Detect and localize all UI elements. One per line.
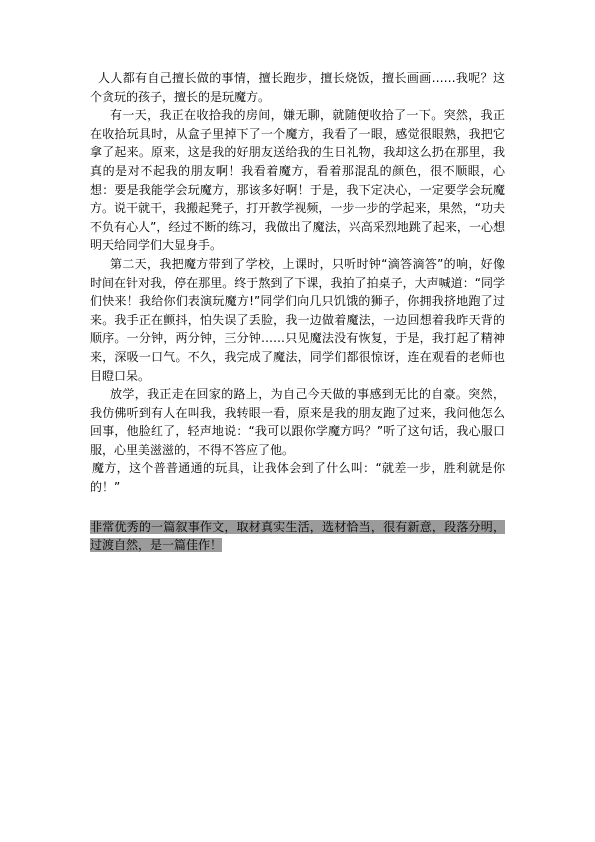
essay-paragraph-4: 放学，我正走在回家的路上，为自己今天做的事感到无比的自豪。突然，我仿佛听到有人在叫我，我转眼一看，原来是我的朋友跑了过来，我问他怎么回事，他脸红了，轻声地说：“我可以跟你学魔方吗？”听了这句话，我心服口服，心里美滋滋的，不得不答应了他。 xyxy=(90,387,505,457)
essay-paragraph-2: 有一天，我正在收拾我的房间，嫌无聊，就随便收拾了一下。突然，我正在收拾玩具时，从盒子里掉下了一个魔方，我看了一眼，感觉很眼熟，我把它拿了起来。原来，这是我的好朋友送给我的生日礼物，我却这么扔在那里，我真的是对不起我的朋友啊！我看着魔方，看着那混乱的颜色，很不顺眼，心想：要是我能学会玩魔方，那该多好啊！于是，我下定决心，一定要学会玩魔方。说干就干，我搬起凳子，打开教学视频，一步一步的学起来，果然，“功夫不负有心人”，经过不断的练习，我做出了魔法，兴高采烈地跳了起来，一心想明天给同学们大显身手。 xyxy=(90,108,505,253)
teacher-review-text: 非常优秀的一篇叙事作文，取材真实生活，选材恰当，很有新意，段落分明，过渡自然，是一篇佳作！ xyxy=(90,519,505,553)
essay-paragraph-5: 魔方，这个普普通通的玩具，让我体会到了什么叫：“就差一步，胜利就是你的！” xyxy=(90,461,505,495)
essay-paragraph-1: 人人都有自己擅长做的事情，擅长跑步，擅长烧饭，擅长画画……我呢？这个贪玩的孩子，擅长的是玩魔方。 xyxy=(90,71,505,104)
essay-paragraph-3: 第二天，我把魔方带到了学校，上课时，只听时钟“滴答滴答”的响，好像时间在针对我，停在那里。终于熬到了下课，我拍了拍桌子，大声喊道：“同学们快来！我给你们表演玩魔方!”同学们向几只饥饿的狮子，你拥我挤地跑了过来。我手正在颤抖，怕失误了丢脸，我一边做着魔法，一边回想着我昨天背的顺序。一分钟，两分钟，三分钟……只见魔法没有恢复，于是，我打起了精神来，深吸一口气。不久，我完成了魔法，同学们都很惊讶，连在观看的老师也目瞪口呆。 xyxy=(90,256,505,383)
section-gap xyxy=(90,497,505,518)
document-page xyxy=(90,69,505,555)
teacher-review xyxy=(90,518,505,555)
